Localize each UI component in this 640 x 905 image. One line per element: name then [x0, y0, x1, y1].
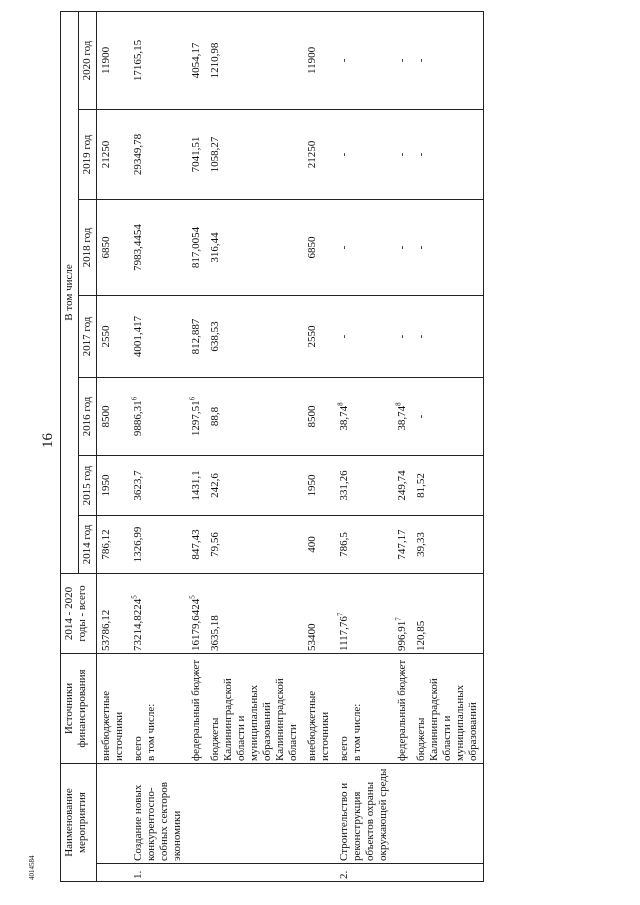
year-value-text: 786,5: [338, 532, 350, 557]
year-value: [412, 516, 484, 574]
year-value-text: 6850: [306, 236, 318, 259]
financing-source-text: всего в том числе:: [338, 703, 363, 761]
footnote-mark: 8: [336, 402, 345, 406]
year-value-text: 88,8: [209, 406, 221, 427]
year-value: [303, 11, 335, 109]
footnote-mark: 8: [394, 402, 403, 406]
year-value-text: 2550: [306, 325, 318, 348]
year-value-text: 8500: [306, 405, 318, 428]
row-number: [129, 864, 187, 882]
financing-source-text: бюджеты Калининградской области и муниципальных образований: [415, 678, 479, 761]
year-value-text: 242,6: [209, 473, 221, 498]
year-value-text: 8500: [100, 405, 112, 428]
year-value: [393, 516, 412, 574]
year-value: [393, 456, 412, 516]
year-value-text: -: [415, 152, 427, 157]
year-value: [335, 516, 393, 574]
rotated-table-container: [60, 12, 484, 882]
activity-name: [335, 764, 393, 864]
year-value-text: 21250: [306, 140, 318, 169]
year-value-text: -: [415, 245, 427, 250]
year-value-text: -: [338, 334, 350, 339]
year-value: [129, 378, 187, 456]
year-value-text: 400: [306, 536, 318, 553]
footnote-mark: 6: [188, 396, 197, 401]
year-value-text: 4054,17: [190, 42, 202, 79]
year-value-text: 847,43: [190, 529, 202, 560]
table-body: [97, 11, 484, 881]
table-row: [412, 11, 484, 881]
financing-source: [129, 654, 187, 764]
footnote-mark: 7: [394, 617, 403, 621]
financing-source: [335, 654, 393, 764]
year-value-text: -: [338, 245, 350, 250]
year-value-text: 3623,7: [132, 470, 144, 501]
year-value: [129, 296, 187, 378]
total-value: [97, 574, 130, 654]
total-value-text: 16179,6424: [190, 598, 202, 651]
year-value: [206, 516, 303, 574]
year-value-text: 817,0054: [190, 226, 202, 269]
financing-source-text: бюджеты Калининградской области и муниципальных образований Калининградской области: [209, 678, 299, 761]
year-value: [393, 110, 412, 200]
header-year: 2015 год: [79, 456, 97, 516]
year-value-text: 4001,417: [132, 315, 144, 358]
year-value: [187, 200, 206, 296]
total-value-text: 3635,18: [209, 615, 221, 651]
year-value-text: 1297,51: [190, 400, 202, 437]
financing-source-text: федеральный бюджет: [396, 659, 408, 761]
year-value-text: -: [396, 245, 408, 250]
year-value: [393, 200, 412, 296]
year-value-text: 249,74: [396, 470, 408, 501]
header-year: 2017 год: [79, 296, 97, 378]
activity-name: [187, 764, 206, 864]
table-row: [393, 11, 412, 881]
financing-source-text: федеральный бюджет: [190, 659, 202, 761]
activity-name: [393, 764, 412, 864]
year-value-text: 29349,78: [132, 133, 144, 176]
year-value-text: 38,74: [396, 405, 408, 431]
year-value-text: 7983,4454: [132, 224, 144, 271]
year-value: [206, 11, 303, 109]
year-value: [303, 378, 335, 456]
year-value: [129, 456, 187, 516]
year-value: [303, 110, 335, 200]
year-value-text: 638,53: [209, 321, 221, 352]
year-value: [206, 456, 303, 516]
year-value: [412, 110, 484, 200]
footnote-mark: 6: [130, 396, 139, 401]
activity-name: [412, 764, 484, 864]
year-value: [412, 200, 484, 296]
financing-source-text: всего в том числе:: [132, 703, 157, 761]
document-code: 4014584: [28, 855, 36, 880]
header-year: 2019 год: [79, 110, 97, 200]
year-value: [335, 378, 393, 456]
year-value: [97, 200, 130, 296]
year-value: [187, 516, 206, 574]
row-number: [206, 864, 303, 882]
year-value: [335, 296, 393, 378]
activity-name: [97, 764, 130, 864]
year-value-text: -: [415, 58, 427, 63]
year-value: [206, 378, 303, 456]
year-value: [187, 110, 206, 200]
year-value-text: 786,12: [100, 529, 112, 560]
total-value-text: 53400: [306, 623, 318, 651]
year-value: [187, 456, 206, 516]
year-value: [303, 516, 335, 574]
header-year: 2014 год: [79, 516, 97, 574]
header-total: 2014 - 2020 годы - всего: [61, 574, 97, 654]
header-year: 2016 год: [79, 378, 97, 456]
year-value-text: 81,52: [415, 473, 427, 498]
row-number: [335, 864, 393, 882]
header-sources: Источники финансирования: [61, 654, 97, 764]
year-value: [393, 378, 412, 456]
total-value: [129, 574, 187, 654]
year-value-text: 1431,1: [190, 470, 202, 501]
row-number: [97, 864, 130, 882]
table-row: [187, 11, 206, 881]
year-value-text: 1326,99: [132, 526, 144, 563]
year-value-text: 331,26: [338, 470, 350, 501]
year-value: [206, 110, 303, 200]
total-value-text: 1117,76: [338, 616, 350, 651]
year-value: [412, 11, 484, 109]
year-value-text: -: [396, 334, 408, 339]
year-value: [129, 200, 187, 296]
total-value-text: 73214,8224: [132, 598, 144, 651]
year-value-text: -: [338, 152, 350, 157]
page-number: 16: [40, 433, 56, 448]
table-row: [335, 11, 393, 881]
row-number: [303, 864, 335, 882]
total-value-text: 996,91: [396, 620, 408, 651]
header-in-that: В том числе: [61, 11, 79, 573]
financing-source: [187, 654, 206, 764]
footnote-mark: 7: [336, 612, 345, 617]
year-value: [97, 296, 130, 378]
year-value-text: 747,17: [396, 529, 408, 560]
year-value: [129, 516, 187, 574]
year-value-text: 1058,27: [209, 136, 221, 173]
financing-source-text: внебюджетные источники: [306, 690, 331, 761]
header-year: 2018 год: [79, 200, 97, 296]
year-value: [335, 11, 393, 109]
year-value-text: -: [396, 58, 408, 63]
financing-source: [206, 654, 303, 764]
year-value: [129, 110, 187, 200]
financing-source: [97, 654, 130, 764]
total-value: [412, 574, 484, 654]
total-value-text: 53786,12: [100, 609, 112, 651]
year-value: [97, 456, 130, 516]
year-value-text: 79,56: [209, 532, 221, 557]
year-value-text: -: [338, 58, 350, 63]
year-value: [412, 378, 484, 456]
activity-name: [206, 764, 303, 864]
activity-name-text: Строительство и реконструкция объектов охраны окружающей среды: [338, 768, 389, 861]
financing-source: [393, 654, 412, 764]
total-value: [303, 574, 335, 654]
year-value: [393, 296, 412, 378]
year-value-text: 9886,31: [132, 400, 144, 437]
financing-table: [60, 11, 484, 882]
year-value: [187, 11, 206, 109]
total-value: [206, 574, 303, 654]
financing-source: [412, 654, 484, 764]
row-number: [393, 864, 412, 882]
year-value: [206, 200, 303, 296]
year-value-text: 316,44: [209, 232, 221, 263]
year-value: [335, 456, 393, 516]
header-name: Наименование мероприятия: [61, 764, 97, 882]
total-value-text: 120,85: [415, 620, 427, 651]
year-value: [393, 11, 412, 109]
activity-name: [129, 764, 187, 864]
year-value-text: 7041,51: [190, 136, 202, 173]
year-value: [412, 456, 484, 516]
year-value-text: -: [396, 152, 408, 157]
year-value-text: 17165,15: [132, 39, 144, 82]
header-year: 2020 год: [79, 11, 97, 109]
year-value: [97, 516, 130, 574]
year-value: [206, 296, 303, 378]
year-value: [335, 200, 393, 296]
year-value-text: 21250: [100, 140, 112, 169]
total-value: [393, 574, 412, 654]
row-number-text: 2.: [338, 870, 350, 879]
year-value-text: 1210,98: [209, 42, 221, 79]
year-value: [97, 11, 130, 109]
total-value: [335, 574, 393, 654]
total-value: [187, 574, 206, 654]
year-value-text: -: [415, 414, 427, 419]
year-value: [412, 296, 484, 378]
year-value: [187, 296, 206, 378]
table-row: [97, 11, 130, 881]
year-value: [335, 110, 393, 200]
financing-source-text: внебюджетные источники: [100, 690, 125, 761]
year-value-text: -: [415, 334, 427, 339]
table-row: [206, 11, 303, 881]
year-value-text: 812,887: [190, 318, 202, 355]
year-value-text: 11900: [100, 46, 112, 75]
year-value: [303, 200, 335, 296]
table-row: [129, 11, 187, 881]
year-value: [97, 378, 130, 456]
year-value: [303, 456, 335, 516]
year-value-text: 39,33: [415, 532, 427, 557]
year-value-text: 6850: [100, 236, 112, 259]
activity-name-text: Создание новых конкурентоспо-собных секторов экономики: [132, 782, 183, 861]
table-row: [303, 11, 335, 881]
footnote-mark: 5: [188, 595, 197, 599]
activity-name: [303, 764, 335, 864]
row-number-text: 1.: [132, 870, 144, 879]
financing-source: [303, 654, 335, 764]
row-number: [412, 864, 484, 882]
footnote-mark: 5: [130, 595, 139, 599]
year-value: [97, 110, 130, 200]
row-number: [187, 864, 206, 882]
year-value: [303, 296, 335, 378]
year-value-text: 38,74: [338, 405, 350, 431]
year-value-text: 11900: [306, 46, 318, 75]
year-value: [129, 11, 187, 109]
year-value-text: 1950: [100, 474, 112, 497]
year-value: [187, 378, 206, 456]
year-value-text: 1950: [306, 474, 318, 497]
year-value-text: 2550: [100, 325, 112, 348]
